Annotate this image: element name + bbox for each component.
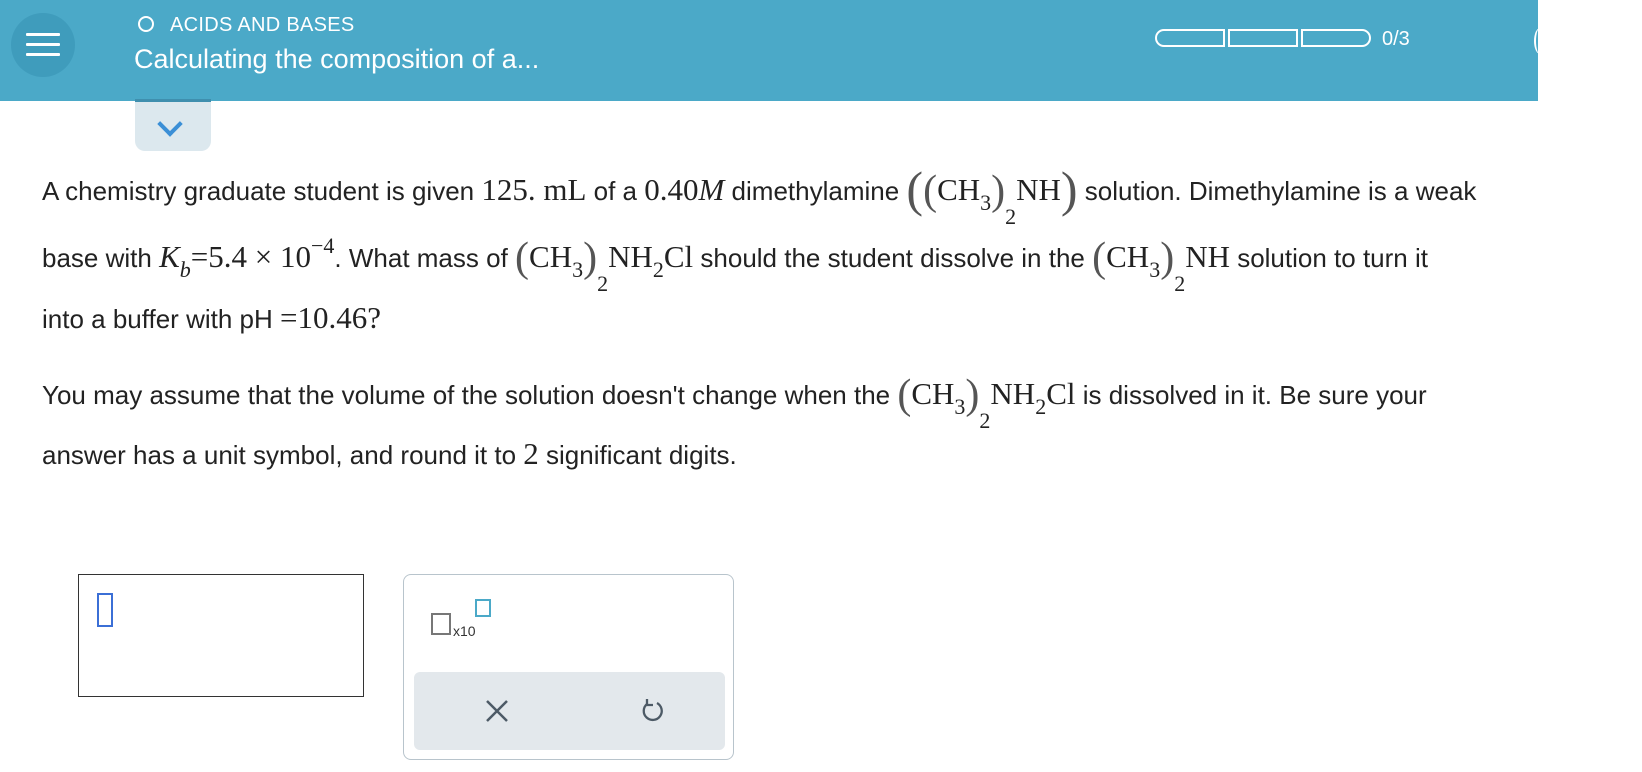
top-bar [0, 0, 1538, 101]
formula-subscript: 2 [597, 271, 609, 296]
formula-paren: ) [1160, 235, 1175, 281]
question-line-1 [42, 154, 1477, 229]
text: should the student dissolve in the [693, 243, 1093, 273]
menu-icon-line [26, 43, 60, 46]
input-cursor [97, 593, 113, 627]
kb-exponent: −4 [310, 233, 335, 258]
formula-subscript: 3 [1149, 257, 1161, 282]
menu-icon-line [26, 33, 60, 36]
close-icon [483, 697, 511, 725]
formula-part: Cl [663, 239, 694, 274]
progress-segment [1301, 29, 1371, 47]
formula-subscript: 2 [1035, 394, 1047, 419]
topic-label: ACIDS AND BASES [170, 14, 355, 36]
undo-icon [638, 697, 666, 725]
progress-score: 0/3 [1382, 28, 1410, 50]
menu-button[interactable] [11, 13, 75, 77]
text: into a buffer with pH [42, 304, 280, 334]
menu-icon-line [26, 53, 60, 56]
formula-paren: ) [965, 372, 980, 418]
formula-paren: ( [897, 372, 912, 418]
scientific-notation-button[interactable] [431, 613, 501, 653]
topic-status-icon [138, 16, 154, 32]
question-line-4 [42, 367, 1427, 433]
kb-subscript: b [179, 257, 191, 282]
formula-part: CH [1106, 239, 1150, 274]
collapse-toggle[interactable] [135, 99, 211, 151]
base-placeholder-icon [431, 613, 451, 635]
formula-paren: ) [583, 235, 598, 281]
text: is dissolved in it. Be sure your [1075, 380, 1427, 410]
text: of a [586, 176, 645, 206]
text: significant digits. [538, 440, 737, 470]
text: solution to turn it [1229, 243, 1428, 273]
formula-paren: ( [923, 168, 938, 214]
progress-bar [1155, 29, 1374, 51]
side-panel-edge[interactable] [1534, 28, 1546, 54]
molar-unit: M [698, 172, 725, 207]
question-line-3 [42, 300, 381, 336]
answer-input[interactable] [78, 574, 364, 697]
concentration-value: 0.40 [644, 172, 699, 207]
formula-subscript: 3 [954, 394, 966, 419]
formula-part: NH [608, 239, 653, 274]
formula-part: CH [529, 239, 573, 274]
formula-paren: ( [906, 161, 924, 217]
volume-value: 125. mL [481, 172, 587, 207]
chevron-down-icon [157, 111, 182, 136]
text: You may assume that the volume of the solution doesn't change when the [42, 380, 898, 410]
formula-subscript: 2 [1174, 271, 1186, 296]
ph-value: =10.46? [280, 300, 381, 335]
progress-segment [1228, 29, 1298, 47]
undo-button[interactable] [627, 686, 677, 736]
formula-subscript: 2 [979, 408, 991, 433]
formula-paren: ) [991, 168, 1006, 214]
formula-part: CH [937, 172, 981, 207]
formula-paren: ) [1060, 161, 1078, 217]
exponent-placeholder-icon [475, 599, 491, 617]
formula-part: Cl [1046, 376, 1076, 411]
question-line-5 [42, 436, 737, 472]
formula-part: NH [1185, 239, 1230, 274]
formula-subscript: 2 [1005, 204, 1017, 229]
progress-segment [1155, 29, 1225, 47]
formula-subscript: 3 [572, 257, 584, 282]
kb-value: =5.4 × 10 [190, 239, 311, 274]
text: . What mass of [334, 243, 516, 273]
page-title: Calculating the composition of a... [134, 44, 540, 74]
text: solution. Dimethylamine is a weak [1077, 176, 1477, 206]
action-row [414, 672, 725, 750]
text: answer has a unit symbol, and round it to [42, 440, 524, 470]
sig-digits-value: 2 [523, 436, 539, 471]
text: base with [42, 243, 160, 273]
clear-button[interactable] [472, 686, 522, 736]
text: A chemistry graduate student is given [42, 176, 482, 206]
question-line-2 [42, 230, 1428, 296]
formula-part: CH [911, 376, 955, 411]
math-toolbox [403, 574, 734, 760]
formula-part: NH [990, 376, 1036, 411]
formula-paren: ( [1092, 235, 1107, 281]
formula-part: NH [1016, 172, 1061, 207]
text: dimethylamine [724, 176, 907, 206]
x10-label: x10 [453, 623, 476, 639]
kb-symbol: K [159, 239, 180, 274]
formula-subscript: 3 [980, 190, 992, 215]
formula-paren: ( [515, 235, 530, 281]
formula-subscript: 2 [652, 257, 664, 282]
